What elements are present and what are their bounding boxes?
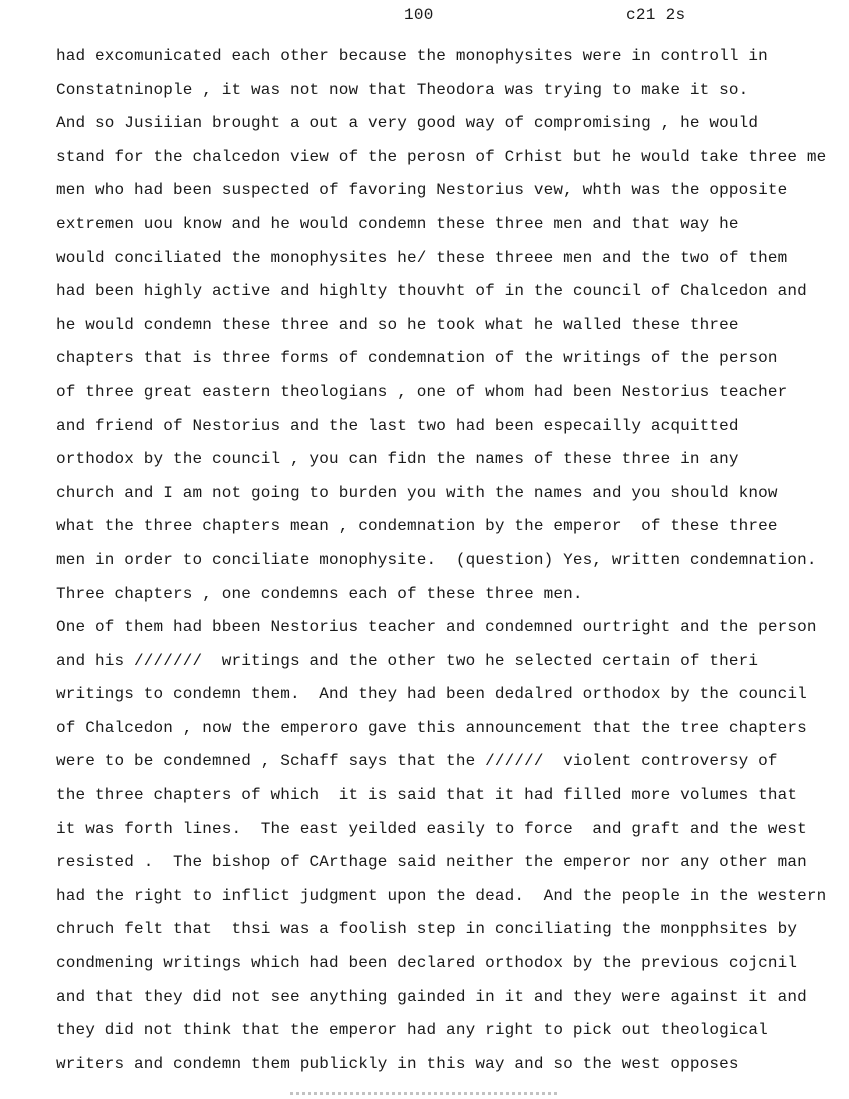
text-line: and his /////// writings and the other two he selected certain of theri (56, 651, 759, 670)
text-line: writings to condemn them. And they had been dedalred orthodox by the council (56, 685, 807, 704)
text-line: and that they did not see anything gainded in it and they were against it and (56, 987, 807, 1006)
text-line: and friend of Nestorius and the last two had been especailly acquitted (56, 416, 739, 435)
text-line: church and I am not going to burden you with the names and you should know (56, 483, 778, 502)
scan-smudge (290, 1092, 560, 1095)
text-line: what the three chapters mean , condemnation by the emperor of these three (56, 517, 778, 536)
page-reference: c21 2s (626, 6, 686, 24)
text-line: And so Jusiiian brought a out a very good way of compromising , he would (56, 114, 759, 133)
text-line: had the right to inflict judgment upon the dead. And the people in the western (56, 886, 827, 905)
text-line: he would condemn these three and so he took what he walled these three (56, 315, 739, 334)
text-line: had excomunicated each other because the monophysites were in controll in (56, 47, 768, 65)
text-line: writers and condemn them publickly in this way and so the west opposes (56, 1054, 739, 1073)
text-line: Constatninople , it was not now that Theodora was trying to make it so. (56, 80, 749, 99)
text-line: of three great eastern theologians , one of whom had been Nestorius teacher (56, 382, 788, 401)
text-line: extremen uou know and he would condemn these three men and that way he (56, 214, 739, 233)
text-line: of Chalcedon , now the emperoro gave this announcement that the tree chapters (56, 718, 807, 737)
text-line: would conciliated the monophysites he/ these threee men and the two of them (56, 248, 788, 267)
text-line: chapters that is three forms of condemnation of the writings of the person (56, 349, 778, 368)
text-line: it was forth lines. The east yeilded easily to force and graft and the west (56, 819, 807, 838)
text-line: stand for the chalcedon view of the perosn of Crhist but he would take three me (56, 147, 827, 166)
text-line: One of them had bbeen Nestorius teacher and condemned ourtright and the person (56, 618, 817, 637)
text-line: had been highly active and highlty thouvht of in the council of Chalcedon and (56, 282, 807, 301)
text-line: men in order to conciliate monophysite. (question) Yes, written condemnation. (56, 550, 817, 569)
text-line: chruch felt that thsi was a foolish step in conciliating the monpphsites by (56, 920, 798, 939)
text-line: resisted . The bishop of CArthage said neither the emperor nor any other man (56, 853, 807, 872)
text-line: were to be condemned , Schaff says that the ////// violent controversy of (56, 752, 778, 771)
text-line: Three chapters , one condemns each of these three men. (56, 584, 583, 603)
transcript-body (56, 40, 849, 1081)
page-number: 100 (404, 6, 434, 24)
text-line: orthodox by the council , you can fidn the names of these three in any (56, 450, 739, 469)
text-line: they did not think that the emperor had any right to pick out theological (56, 1021, 768, 1040)
text-line: condmening writings which had been declared orthodox by the previous cojcnil (56, 954, 798, 973)
text-line: men who had been suspected of favoring Nestorius vew, whth was the opposite (56, 181, 788, 200)
text-line: the three chapters of which it is said that it had filled more volumes that (56, 786, 798, 805)
